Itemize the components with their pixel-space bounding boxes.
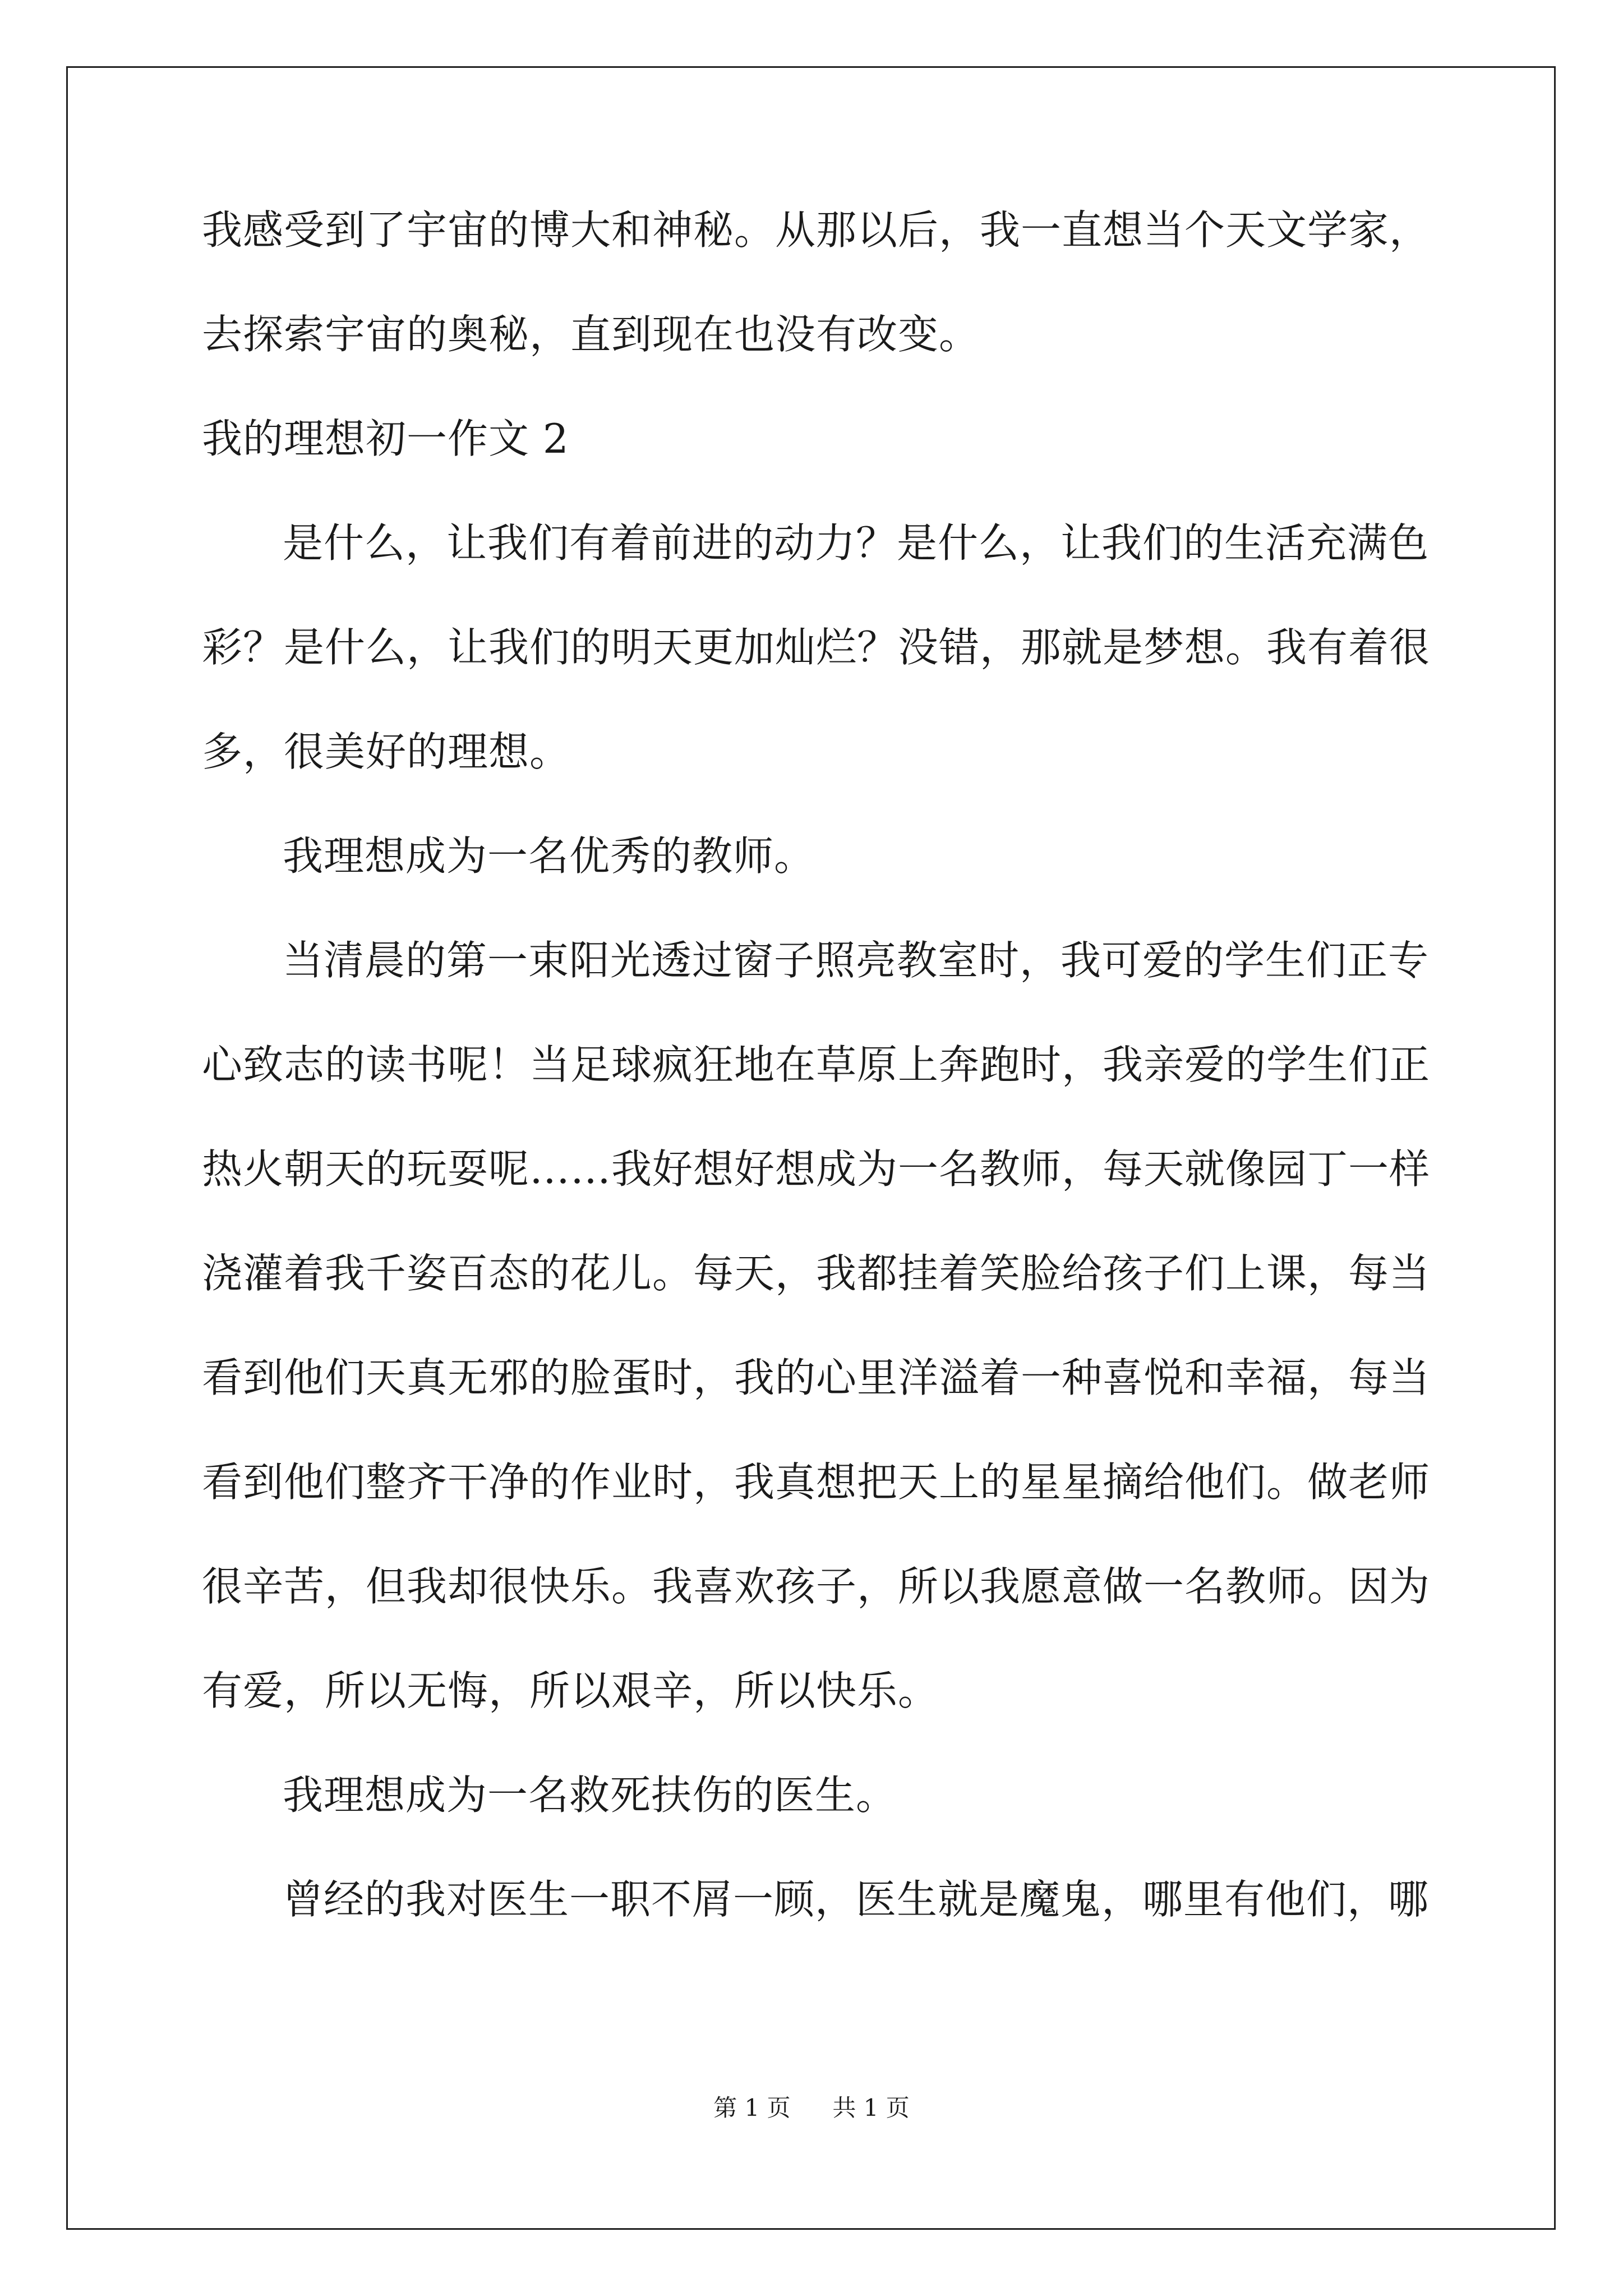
text-line: 很辛苦，但我却很快乐。我喜欢孩子，所以我愿意做一名教师。因为 xyxy=(202,1563,1431,1610)
page-number: 第 1 页 xyxy=(713,2094,791,2122)
text-line: 我感受到了宇宙的博大和神秘。从那以后，我一直想当个天文学家， xyxy=(202,206,1431,254)
text-line: 是什么，让我们有着前进的动力？是什么，让我们的生活充满色 xyxy=(283,519,1430,567)
text-line: 当清晨的第一束阳光透过窗子照亮教室时，我可爱的学生们正专 xyxy=(283,937,1430,984)
text-line: 看到他们天真无邪的脸蛋时，我的心里洋溢着一种喜悦和幸福，每当 xyxy=(202,1354,1431,1401)
text-line: 去探索宇宙的奥秘，直到现在也没有改变。 xyxy=(202,311,980,358)
text-line: 热火朝天的玩耍呢……我好想好想成为一名教师，每天就像园丁一样 xyxy=(202,1145,1431,1193)
text-line: 我理想成为一名救死扶伤的医生。 xyxy=(283,1772,897,1819)
text-line: 我理想成为一名优秀的教师。 xyxy=(283,832,815,880)
page-footer xyxy=(0,2091,1623,2125)
text-line: 有爱，所以无悔，所以艰辛，所以快乐。 xyxy=(202,1667,939,1714)
text-line: 彩？是什么，让我们的明天更加灿烂？没错，那就是梦想。我有着很 xyxy=(202,624,1431,671)
document-body xyxy=(202,202,1436,1976)
page-total: 共 1 页 xyxy=(832,2094,910,2122)
text-line: 浇灌着我千姿百态的花儿。每天，我都挂着笑脸给孩子们上课，每当 xyxy=(202,1250,1431,1297)
text-line: 曾经的我对医生一职不屑一顾，医生就是魔鬼，哪里有他们，哪 xyxy=(283,1876,1430,1923)
text-line: 心致志的读书呢！当足球疯狂地在草原上奔跑时，我亲爱的学生们正 xyxy=(202,1041,1431,1088)
text-line: 多，很美好的理想。 xyxy=(202,728,571,775)
text-line: 看到他们整齐干净的作业时，我真想把天上的星星摘给他们。做老师 xyxy=(202,1458,1431,1506)
section-heading: 我的理想初一作文 2 xyxy=(202,415,569,462)
